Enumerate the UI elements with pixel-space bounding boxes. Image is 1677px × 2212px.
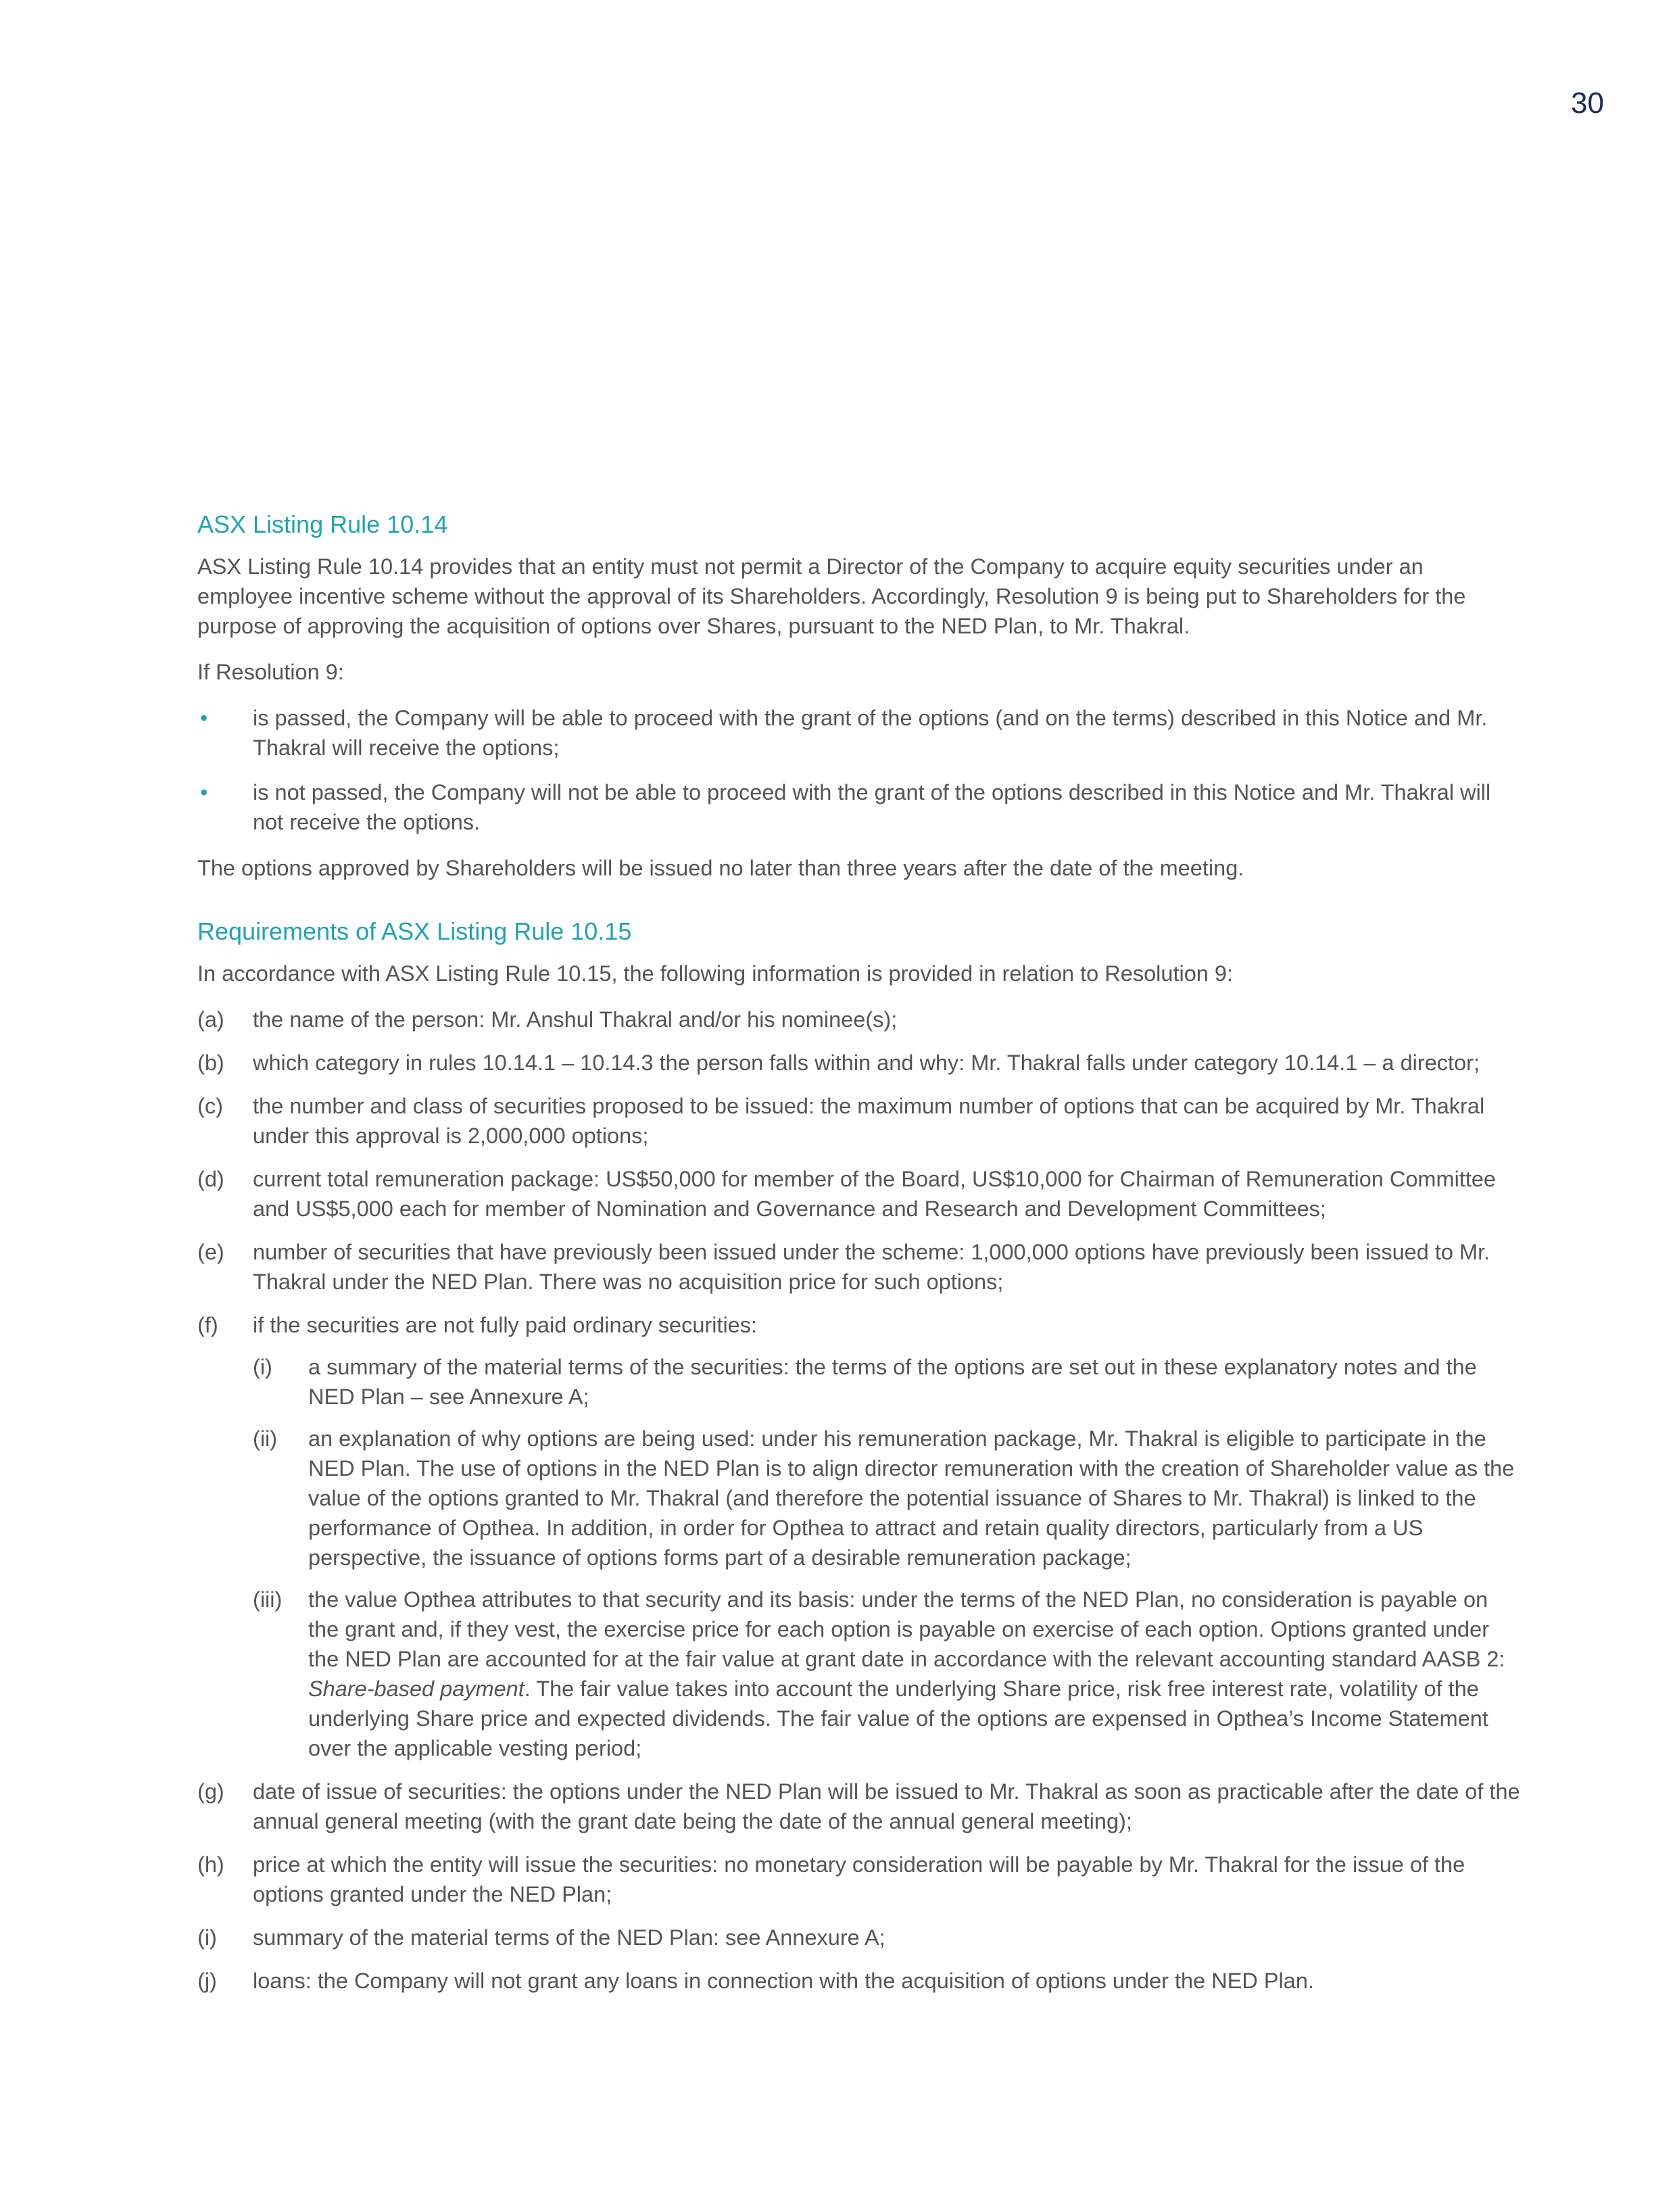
- item-text: date of issue of securities: the options under the NED Plan will be issued to Mr. Thakral as soon as practicable after the date of the annual general meeting (with the grant date being the date of the annual general meeting);: [253, 1779, 1520, 1833]
- list-item: [197, 703, 1522, 763]
- list-item-text: is passed, the Company will be able to proceed with the grant of the options (and on the terms) described in this Notice and Mr. Thakral will receive the options;: [253, 706, 1488, 760]
- list-item: [197, 1777, 1522, 1836]
- sub-item-text-part: the value Opthea attributes to that security and its basis: under the terms of the NED Plan, no consideration is payable on the grant and, if they vest, the exercise price for each option is payable on exercise of each option. Options granted under the NED Plan are accounted for at the fair value at grant date in accordance with the relevant accounting standard AASB 2:: [308, 1587, 1505, 1671]
- list-item: [197, 1048, 1522, 1078]
- bullet-icon: •: [200, 706, 208, 730]
- page-number: 30: [1571, 87, 1604, 120]
- paragraph-if-resolution: If Resolution 9:: [197, 660, 344, 684]
- section-heading-requirements-10-15: Requirements of ASX Listing Rule 10.15: [197, 917, 632, 945]
- item-text: loans: the Company will not grant any loans in connection with the acquisition of options under the NED Plan.: [253, 1969, 1314, 1993]
- item-text: summary of the material terms of the NED Plan: see Annexure A;: [253, 1925, 885, 1950]
- sub-item-label: (i): [253, 1355, 272, 1379]
- requirements-list: [197, 1005, 1522, 1996]
- list-item: [197, 1966, 1522, 1996]
- sub-item-label: (iii): [253, 1587, 283, 1612]
- item-label: (j): [197, 1969, 217, 1993]
- list-item: [197, 777, 1522, 837]
- item-label: (i): [197, 1925, 217, 1950]
- list-item-text: is not passed, the Company will not be able to proceed with the grant of the options described in this Notice and Mr. Thakral will not receive the options.: [253, 780, 1491, 834]
- sub-item-text-italic: Share-based payment: [308, 1677, 525, 1701]
- sub-item-text-part: . The fair value takes into account the underlying Share price, risk free interest rate, volatility of the underlying Share price and expected dividends. The fair value of the options are expensed in Opthea’s Income Statement over the applicable vesting period;: [308, 1677, 1488, 1760]
- section-heading-listing-rule-10-14: ASX Listing Rule 10.14: [197, 510, 448, 538]
- sub-item-text: an explanation of why options are being used: under his remuneration package, Mr. Thakral is eligible to participate in the NED Plan. The use of options in the NED Plan is to align director remuneration with the creation of Shareholder value as the value of the options granted to Mr. Thakral (and therefore the potential issuance of Shares to Mr. Thakral) is linked to the performance of Opthea. In addition, in order for Opthea to attract and retain quality directors, particularly from a US perspective, the issuance of options forms part of a desirable remuneration package;: [308, 1426, 1515, 1570]
- sub-list-item: [253, 1424, 1522, 1572]
- item-text: number of securities that have previously been issued under the scheme: 1,000,000 options have previously been issued to Mr. Thakral under the NED Plan. There was no acquisition price for such options;: [253, 1240, 1490, 1294]
- resolution-outcomes-list: [197, 703, 1522, 837]
- sub-requirements-list: [253, 1352, 1522, 1763]
- list-item: [197, 1164, 1522, 1224]
- item-text: the name of the person: Mr. Anshul Thakral and/or his nominee(s);: [253, 1007, 898, 1032]
- item-label: (b): [197, 1051, 224, 1075]
- list-item: [197, 1237, 1522, 1297]
- paragraph-rule-description: ASX Listing Rule 10.14 provides that an entity must not permit a Director of the Company to acquire equity securities under an employee incentive scheme without the approval of its Shareholders. Accordingly, Resolution 9 is being put to Shareholders for the purpose of approving the acquisition of options over Shares, pursuant to the NED Plan, to Mr. Thakral.: [197, 554, 1466, 638]
- item-label: (d): [197, 1167, 224, 1191]
- sub-list-item: [253, 1352, 1522, 1412]
- list-item: [197, 1310, 1522, 1763]
- item-label: (a): [197, 1007, 224, 1032]
- item-label: (f): [197, 1313, 218, 1337]
- list-item: [197, 1005, 1522, 1034]
- sub-item-text: a summary of the material terms of the securities: the terms of the options are set out in these explanatory notes and the NED Plan – see Annexure A;: [308, 1355, 1477, 1409]
- item-text: if the securities are not fully paid ordinary securities:: [253, 1313, 758, 1337]
- paragraph-requirements-intro: In accordance with ASX Listing Rule 10.15, the following information is provided in relation to Resolution 9:: [197, 961, 1233, 986]
- item-text: price at which the entity will issue the securities: no monetary consideration will be payable by Mr. Thakral for the issue of the options granted under the NED Plan;: [253, 1852, 1465, 1906]
- paragraph-options-issue-timing: The options approved by Shareholders will be issued no later than three years after the date of the meeting.: [197, 856, 1244, 880]
- list-item: [197, 1850, 1522, 1909]
- sub-item-label: (ii): [253, 1426, 278, 1451]
- item-label: (h): [197, 1852, 224, 1877]
- item-text: current total remuneration package: US$50,000 for member of the Board, US$10,000 for Chairman of Remuneration Committee and US$5,000 each for member of Nomination and Governance and Research and Development Committees;: [253, 1167, 1497, 1221]
- item-text: which category in rules 10.14.1 – 10.14.3 the person falls within and why: Mr. Thakral falls under category 10.14.1 – a director;: [253, 1051, 1480, 1075]
- list-item: [197, 1091, 1522, 1151]
- item-label: (g): [197, 1779, 224, 1804]
- list-item: [197, 1923, 1522, 1952]
- sub-list-item: [253, 1585, 1522, 1763]
- item-label: (c): [197, 1094, 223, 1118]
- document-body: [197, 508, 1522, 2009]
- item-text: the number and class of securities proposed to be issued: the maximum number of options that can be acquired by Mr. Thakral under this approval is 2,000,000 options;: [253, 1094, 1485, 1148]
- item-label: (e): [197, 1240, 224, 1264]
- sub-item-text: [308, 1587, 1505, 1760]
- bullet-icon: •: [200, 780, 208, 804]
